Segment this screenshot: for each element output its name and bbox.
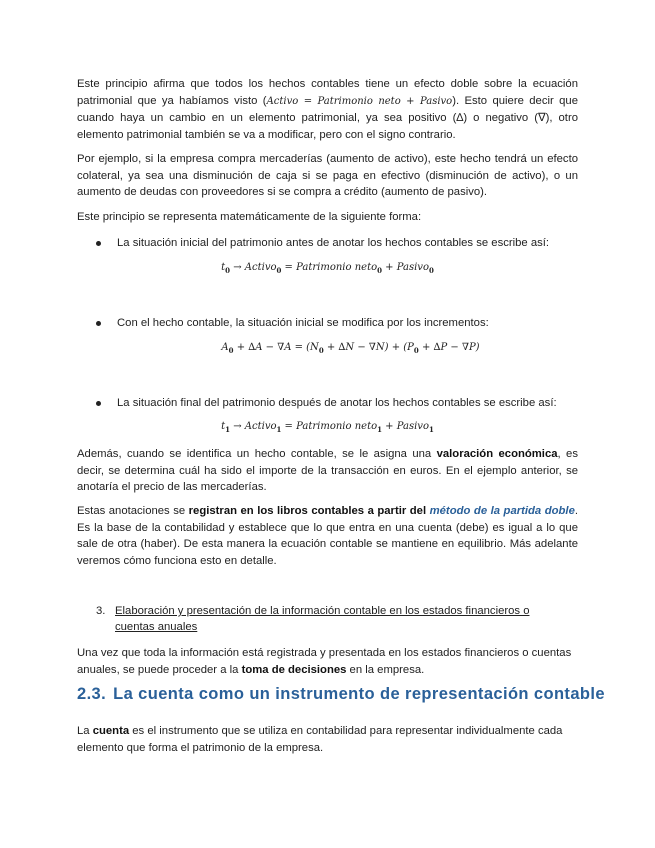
bullet-final-situation: La situación final del patrimonio después de anotar los hechos contables se escribe así: xyxy=(96,395,576,411)
bullet-dot xyxy=(96,401,101,406)
bullet-modification: Con el hecho contable, la situación inicial se modifica por los incrementos: xyxy=(96,315,576,331)
double-entry-link[interactable]: método de la partida doble xyxy=(429,505,575,517)
equation-modification: $A_0 + \Delta A - \nabla A = (N_0 + \Delta N - \nabla N) + (P_0 + \Delta P - \nabla P)$ xyxy=(221,342,480,355)
inline-equation: Activo = Patrimonio neto + Pasivo xyxy=(266,95,453,107)
paragraph-duality: Este principio afirma que todos los hechos contables tiene un efecto doble sobre la ecuación patrimonial que ya habíamos visto (Activo = Patrimonio neto + Pasivo). Esto quiere decir que cuando haya un cambio en un elemento patrimonial, ya sea positivo (∆) o negativo (∇), otro elemento patrimonial también se va a modificar, pero con el signo contrario. xyxy=(77,78,578,141)
paragraph-valuation: Además, cuando se identifica un hecho contable, se le asigna una valoración económica, es decir, se determina cuál ha sido el importe de la transacción en euros. En el ejemplo anterior, se anotaría el precio de las mercaderías. xyxy=(77,448,578,493)
paragraph-account: La cuenta es el instrumento que se utiliza en contabilidad para representar individualmente cada elemento que forma el patrimonio de la empresa. xyxy=(77,725,563,754)
equation-final: $t_1$ → Activo$_1$ = Patrimonio neto$_1$ + Pasivo$_1$ xyxy=(221,421,434,434)
paragraph-example: Por ejemplo, si la empresa compra mercaderías (aumento de activo), este hecho tendrá un efecto colateral, ya sea una disminución de caja si se paga en efectivo (disminución de activo), o un aumento de deudas con proveedores si se compra a crédito (aumento de pasivo). xyxy=(77,153,578,198)
paragraph-decisions: Una vez que toda la información está registrada y presentada en los estados financieros o cuentas anuales, se puede proceder a la toma de decisiones en la empresa. xyxy=(77,647,572,676)
bullet-dot xyxy=(96,321,101,326)
section-heading: 2.3. La cuenta como un instrumento de representación contable xyxy=(77,685,605,703)
bullet-initial-situation: La situación inicial del patrimonio antes de anotar los hechos contables se escribe así: xyxy=(96,235,576,251)
paragraph-registration: Estas anotaciones se registran en los libros contables a partir del método de la partida doble. Es la base de la contabilidad y establece que lo que entra en una cuenta (debe) es igual a lo que sale de otra (haber). De esta manera la ecuación contable se mantiene en equilibrio. Más adelante veremos cómo funciona esto en detalle. xyxy=(77,505,578,567)
equation-initial: $t_0$ → Activo$_0$ = Patrimonio neto$_0$ + Pasivo$_0$ xyxy=(221,262,434,275)
paragraph-math-intro: Este principio se representa matemáticamente de la siguiente forma: xyxy=(77,211,422,223)
bullet-dot xyxy=(96,241,101,246)
numbered-item-3: 3. Elaboración y presentación de la información contable en los estados financieros o cuentas anuales xyxy=(96,605,530,633)
